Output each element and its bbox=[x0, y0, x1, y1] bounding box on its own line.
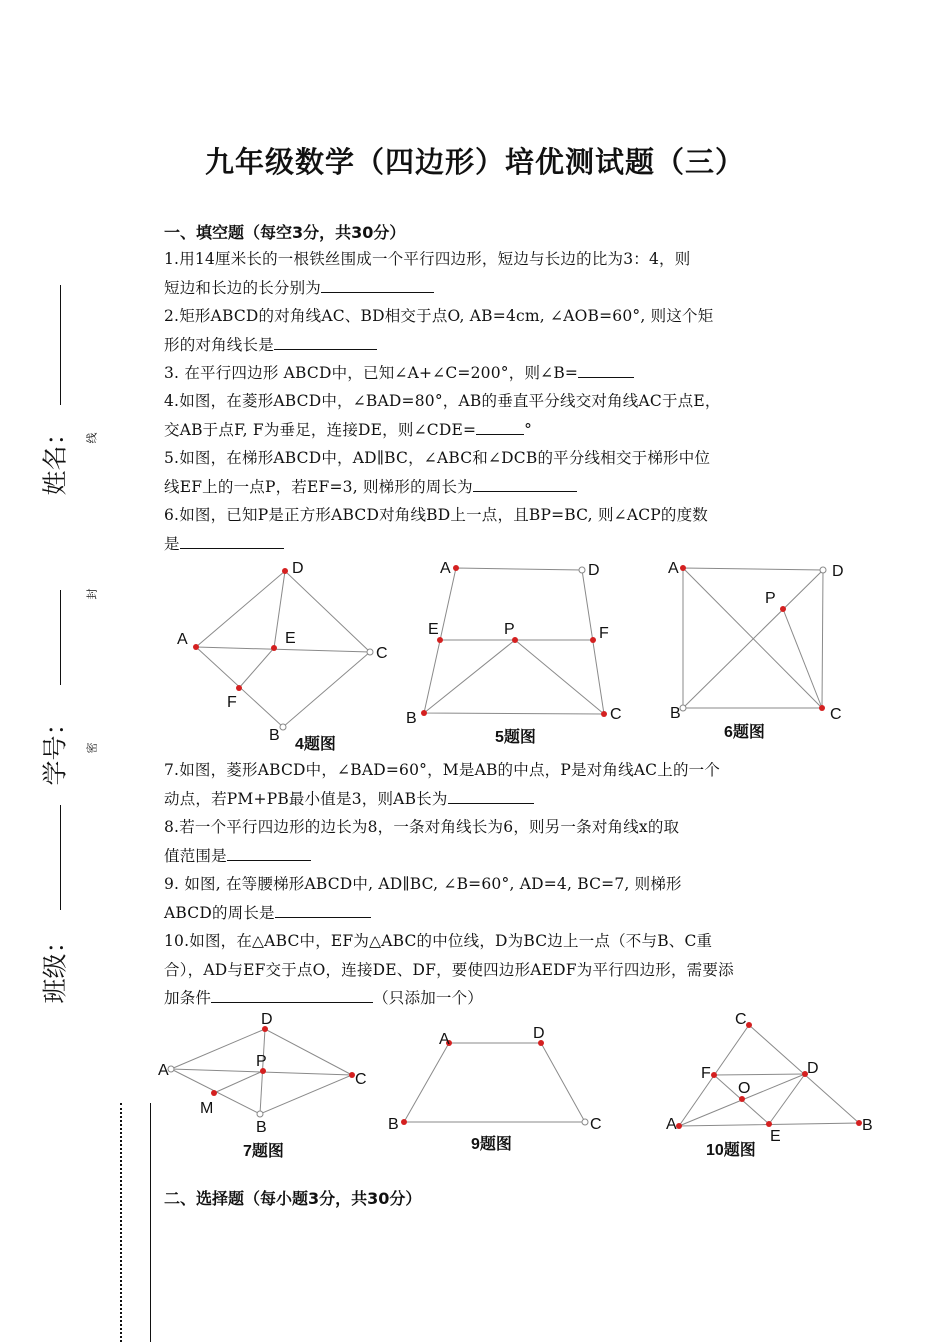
fig4-label-c: C bbox=[376, 645, 388, 662]
fig9-label-c: C bbox=[590, 1116, 602, 1133]
fig6-label-a: A bbox=[668, 560, 679, 577]
fig4-label-f: F bbox=[227, 694, 237, 711]
fig9-label-b: B bbox=[388, 1116, 399, 1133]
fig5-caption: 5题图 bbox=[495, 729, 536, 746]
fig10-label-f: F bbox=[701, 1065, 711, 1082]
figure-9 bbox=[404, 1043, 585, 1122]
seal-line-text: 线 bbox=[85, 432, 99, 444]
q9-line2: ABCD的周长是 bbox=[164, 899, 788, 928]
fig6-label-b: B bbox=[670, 705, 681, 722]
fig5-label-e: E bbox=[428, 621, 439, 638]
fig5-label-f: F bbox=[599, 625, 609, 642]
class-label: 班级： bbox=[40, 928, 70, 1004]
section-heading-fill: 一、填空题（每空3分，共30分） bbox=[164, 223, 406, 242]
fig7-label-d: D bbox=[261, 1011, 273, 1028]
q2-line2: 形的对角线长是 bbox=[164, 331, 788, 360]
page-title: 九年级数学（四边形）培优测试题（三） bbox=[204, 145, 745, 179]
fig10-caption: 10题图 bbox=[706, 1142, 756, 1159]
seal-secret-text: 密 bbox=[85, 742, 99, 754]
fig4-label-e: E bbox=[285, 630, 296, 647]
fig5-label-p: P bbox=[504, 621, 515, 638]
fig7-caption: 7题图 bbox=[243, 1143, 284, 1160]
fig10-label-a: A bbox=[666, 1116, 677, 1133]
fig10-label-d: D bbox=[807, 1060, 819, 1077]
q8-line1: 8.若一个平行四边形的边长为8，一条对角线长为6，则另一条对角线x的取 bbox=[164, 818, 680, 836]
q9-line1: 9. 如图, 在等腰梯形ABCD中, AD∥BC, ∠B=60°, AD=4, BC=7, 则梯形 bbox=[164, 875, 682, 893]
fig4-label-d: D bbox=[292, 560, 304, 577]
id-label: 学号： bbox=[40, 710, 70, 786]
fig7-label-c: C bbox=[355, 1071, 367, 1088]
fig6-label-p: P bbox=[765, 590, 776, 607]
q4-line2: 交AB于点F, F为垂足，连接DE，则∠CDE= ° bbox=[164, 416, 788, 445]
fig6-caption: 6题图 bbox=[724, 724, 765, 741]
fig9-label-a: A bbox=[439, 1031, 450, 1048]
q5-line2: 线EF上的一点P，若EF=3, 则梯形的周长为 bbox=[164, 473, 788, 502]
q6-line1: 6.如图，已知P是正方形ABCD对角线BD上一点，且BP=BC, 则∠ACP的度数 bbox=[164, 506, 709, 524]
fig5-label-d: D bbox=[588, 562, 600, 579]
fig5-label-c: C bbox=[610, 706, 622, 723]
fig10-label-e: E bbox=[770, 1128, 781, 1145]
q5-line1: 5.如图，在梯形ABCD中，AD∥BC，∠ABC和∠DCB的平分线相交于梯形中位 bbox=[164, 449, 711, 467]
name-label: 姓名： bbox=[40, 420, 70, 496]
section-heading-choice: 二、选择题（每小题3分，共30分） bbox=[164, 1189, 422, 1208]
q10-line1: 10.如图，在△ABC中，EF为△ABC的中位线，D为BC边上一点（不与B、C重 bbox=[164, 932, 713, 950]
fig4-label-a: A bbox=[177, 631, 188, 648]
fig5-label-a: A bbox=[440, 560, 451, 577]
fig6-label-c: C bbox=[830, 706, 842, 723]
q7-line2: 动点，若PM+PB最小值是3，则AB长为 bbox=[164, 785, 788, 814]
fig7-label-m: M bbox=[200, 1100, 214, 1117]
q7-line1: 7.如图，菱形ABCD中，∠BAD=60°，M是AB的中点，P是对角线AC上的一个 bbox=[164, 761, 721, 779]
fig7-label-a: A bbox=[158, 1062, 169, 1079]
seal-seal-text: 封 bbox=[85, 588, 99, 600]
fig10-label-o: O bbox=[738, 1080, 751, 1097]
q10-line2: 合），AD与EF交于点O，连接DE、DF，要使四边形AEDF为平行四边形，需要添 bbox=[164, 960, 734, 979]
fig10-label-b: B bbox=[862, 1117, 873, 1134]
q1-line1: 1.用14厘米长的一根铁丝围成一个平行四边形，短边与长边的比为3：4，则 bbox=[164, 250, 691, 268]
fig4-label-b: B bbox=[269, 727, 280, 744]
q3-line1: 3. 在平行四边形 ABCD中，已知∠A+∠C=200°，则∠B= bbox=[164, 359, 788, 388]
q4-line1: 4.如图，在菱形ABCD中，∠BAD=80°，AB的垂直平分线交对角线AC于点E， bbox=[164, 392, 721, 410]
fig9-caption: 9题图 bbox=[471, 1136, 512, 1153]
fig5-label-b: B bbox=[406, 710, 417, 727]
q6-line2: 是 bbox=[164, 530, 788, 559]
fig6-label-d: D bbox=[832, 563, 844, 580]
q1-line2: 短边和长边的长分别为 bbox=[164, 274, 788, 303]
figure-4 bbox=[196, 571, 370, 727]
fig7-label-b: B bbox=[256, 1119, 267, 1136]
q8-line2: 值范围是 bbox=[164, 842, 788, 871]
fig9-label-d: D bbox=[533, 1025, 545, 1042]
fig7-label-p: P bbox=[256, 1053, 267, 1070]
q10-line3: 加条件 （只添加一个） bbox=[164, 984, 788, 1013]
figure-6 bbox=[683, 568, 823, 708]
fig10-label-c: C bbox=[735, 1011, 747, 1028]
q2-line1: 2.矩形ABCD的对角线AC、BD相交于点O, AB=4cm, ∠AOB=60°, 则这个矩 bbox=[164, 307, 714, 325]
fig4-caption: 4题图 bbox=[295, 736, 336, 753]
